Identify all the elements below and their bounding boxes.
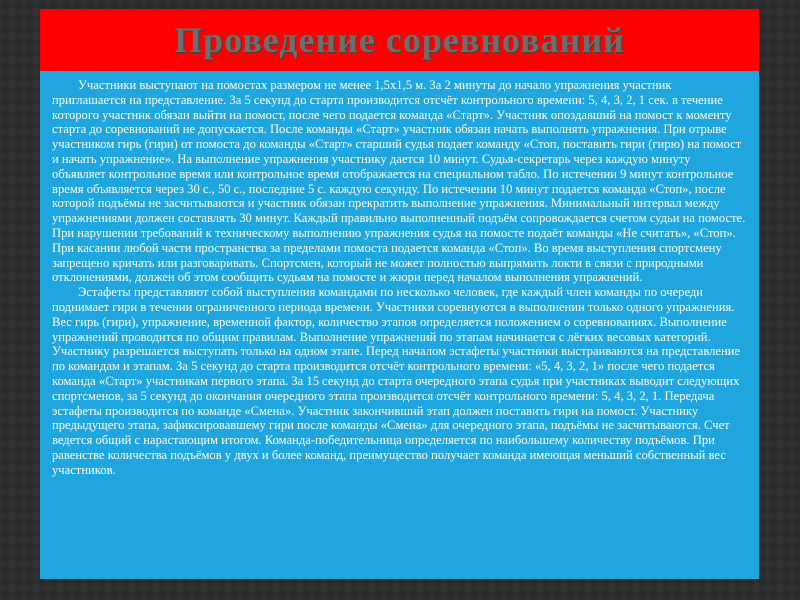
slide-title: Проведение соревнований <box>174 20 625 60</box>
paragraph-competition-rules: Участники выступают на помостах размером не менее 1,5х1,5 м. За 2 минуты до начало упражнения участник приглашается на представление. За 5 секунд до старта производится отсчёт контрольного времени: 5, 4, 3, 2, 1 сек. в течение которого участник обязан выйти на помост, после чего подается команда «Старт». Участник опоздавший на помост к моменту старта до соревнований не допускается. После команды «Старт» участник обязан начать выполнять упражнения. При отрыве участником гирь (гири) от помоста до команды «Старт» старший судья подает команду «Стоп, поставить гири (гирю) на помост и начать упражнение». На выполнение упражнения участнику дается 10 минут. Судья-секретарь через каждую минуту объявляет контрольное время или контрольное время отображается на специальном табло. По истечении 9 минут контрольное время объявляется через 30 с., 50 с., последние 5 с. каждую секунду. По истечении 10 минут подается команда «Стоп», после которой подъёмы не засчитываются и участник обязан прекратить выполнение упражнения. Минимальный интервал между упражнениями должен составлять 30 минут. Каждый правильно выполненный подъём сопровождается счетом судьи на помосте. При нарушении требований к техническому выполнению упражнения судья на помосте подаёт команды «Не считать», «Стоп». При касании любой части пространства за пределами помоста подается команда «Стоп». Во время выступления спортсмену запрещено кричать или разговаривать. Спортсмен, который не может полностью выпрямить локти в связи с природными отклонениями, должен об этом сообщить судьям на помосте и жюри перед началом выполнения упражнений. <box>52 78 746 285</box>
content-box <box>40 71 759 579</box>
paragraph-relay-rules: Эстафеты представляют собой выступления командами по несколько человек, где каждый член команды по очереди поднимает гири в течении ограниченного периода времени. Участники соревнуются в выполнении только одного упражнения. Вес гирь (гири), упражнение, временной фактор, количество этапов определяется положением о соревнованиях. Выполнение упражнений проводится по общим правилам. Выполнение упражнений по этапам начинается с лёгких весовых категорий. Участнику разрешается выступать только на одном этапе. Перед началом эстафеты участники выстраиваются на представление по командам и этапам. За 5 секунд до старта производится отсчёт контрольного времени: «5, 4, 3, 2, 1» после чего подается команда «Старт» участникам первого этапа. За 15 секунд до старта очередного этапа судья при участниках выводит следующих спортсменов, за 5 секунд до окончания очередного этапа производится отсчёт контрольного времени: 5, 4, 3, 2, 1. Передача эстафеты производится по команде «Смена». Участник закончивший этап должен поставить гири на помост. Участнику предыдущего этапа, зафиксировавшему гири после команды «Смена» для очередного этапа, подъёмы не засчитываются. Счет ведется общий с нарастающим итогом. Команда-победительница определяется по наибольшему количеству подъёмов. При равенстве количества подъёмов у двух и более команд, преимущество получает команда имеющая меньший собственный вес участников. <box>52 285 741 477</box>
title-bar <box>40 9 759 71</box>
